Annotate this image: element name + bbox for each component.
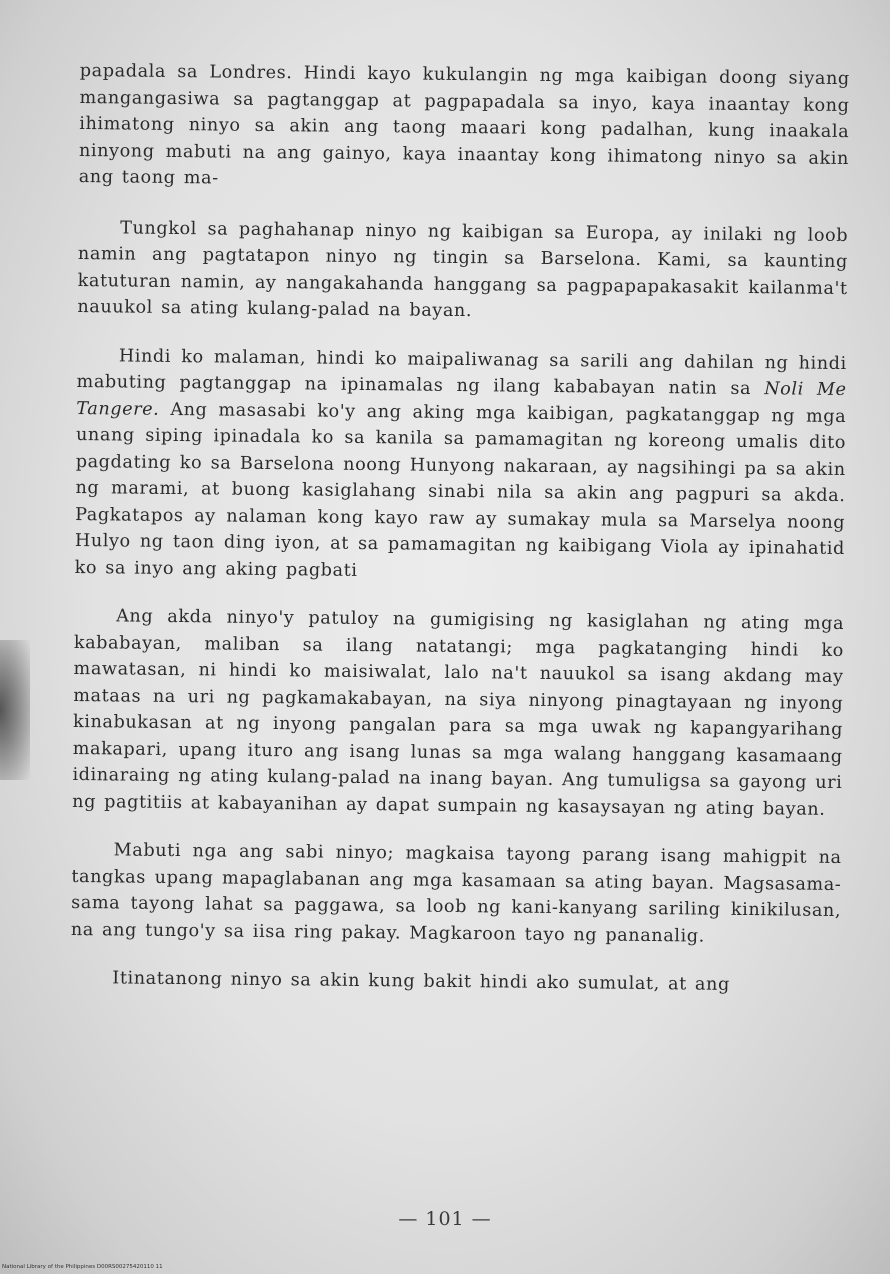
paragraph-europe-search: Tungkol sa paghahanap ninyo ng kaibigan sa Europa, ay inilaki ng loob namin ang pagtatapon ninyo ng tingin sa Barselona. Kami, sa kaunting katuturan namin, ay nangakahanda hanggang sa pagpapapakasakit kailanma't nauukol sa ating kulang-palad na bayan. (77, 217, 849, 322)
paragraph-noli-text-before: Hindi ko malaman, hindi ko maipaliwanag sa sarili ang dahilan ng hindi mabuting pagtanggap na ipinamalas ng ilang kababayan natin sa (76, 345, 847, 400)
page-number: — 101 — (398, 1208, 492, 1230)
letter-body (70, 58, 850, 1022)
binding-edge-shadow (0, 640, 30, 780)
paragraph-continued: papadala sa Londres. Hindi kayo kukulangin ng mga kaibigan doong siyang mangangasiwa sa pagtanggap at pagpapadala sa inyo, kaya inaantay kong ihimatong ninyo sa akin ang taong maaari kong padalhan, kung inaakala ninyong mabuti na ang gainyo, kaya inaantay kong ihimatong ninyo sa akin ang taong ma- (78, 60, 850, 189)
paragraph-akda-praise: Ang akda ninyo'y patuloy na gumigising ng kasiglahan ng ating mga kababayan, maliban sa ilang natatangi; mga pagkatanging hindi ko mawatasan, ni hindi ko maisiwalat, lalo na't nauukol sa isang akdang may mataas na uri ng pagkamakabayan, na siya ninyong pinagtayaan ng inyong kinabukasan at ng inyong pangalan para sa mga uwak ng kapangyarihang makapari, upang ituro ang isang lunas sa mga walang hanggang kasamaang idinaraing ng ating kulang-palad na inang bayan. Ang tumuligsa sa gayong uri ng pagtitiis at kabayanihan ay dapat sumpain ng kasaysayan ng ating bayan. (72, 606, 845, 820)
paragraph-question: Itinatanong ninyo sa akin kung bakit hindi ako sumulat, at ang (112, 968, 730, 995)
paragraph-unity: Mabuti nga ang sabi ninyo; magkaisa tayong parang isang mahigpit na tangkas upang mapaglabanan ang mga kasamaan sa ating bayan. Magsasama-sama tayong lahat sa paggawa, sa loob ng kani-kanyang sariling kinikilusan, na ang tungo'y sa iisa ring pakay. Magkaroon tayo ng pananalig. (70, 840, 842, 947)
scan-source-label: National Library of the Philippines D00RS00275420110 11 (2, 1264, 163, 1270)
book-title-noli-me-tangere: Noli Me Tangere. (76, 379, 847, 420)
paragraph-noli-reception (75, 342, 847, 589)
paragraph-noli-text-after: Ang masasabi ko'y ang aking mga kaibigan, pagkatanggap ng mga unang siping ipinadala ko sa kanila sa pamamagitan ng koreong umalis dito pagdating ko sa Barselona noong Hunyong nakaraan, ay nagsihingi pa sa akin ng marami, at buong kasiglahang sinabi nila sa akin ang pagpuri sa akda. Pagkatapos ay nalaman kong kayo raw ay sumakay mula sa Marselya noong Hulyo ng taon ding iyon, at sa pamamagitan ng kaibigang Viola ay ipinahatid ko sa inyo ang aking pagbati (74, 399, 847, 581)
